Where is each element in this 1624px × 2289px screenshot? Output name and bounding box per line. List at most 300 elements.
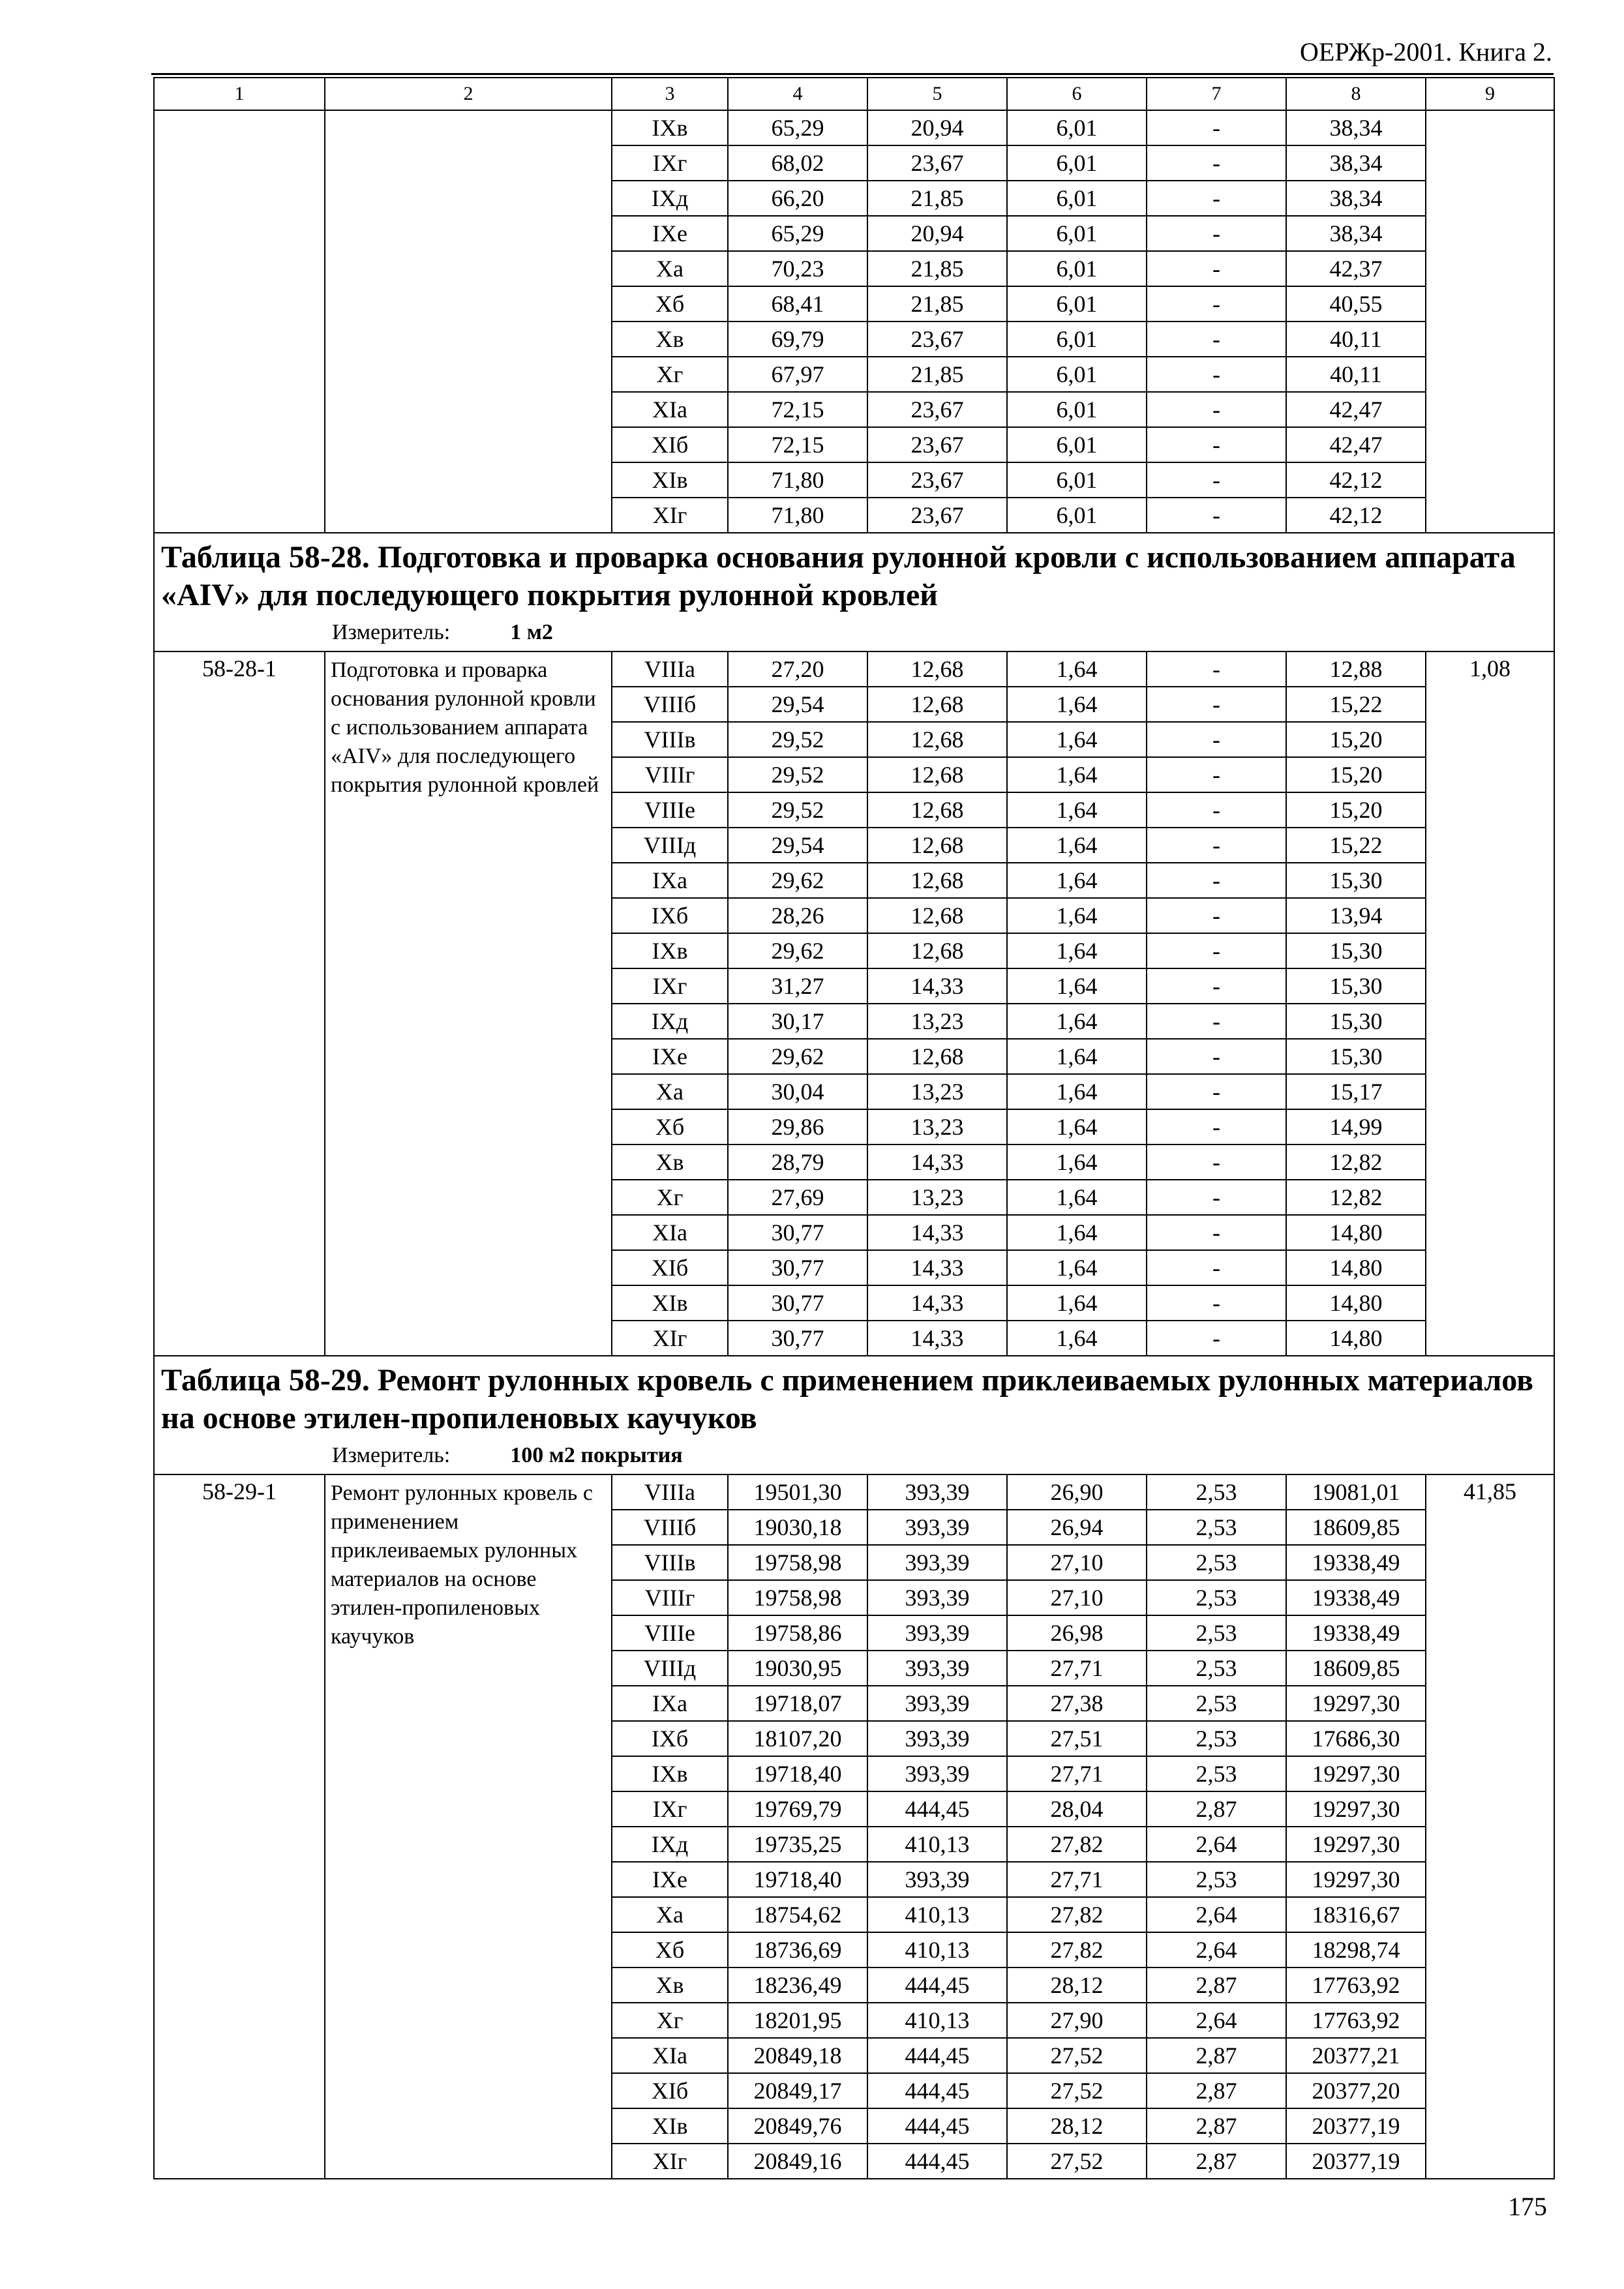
- cell-materials: 38,34: [1286, 110, 1426, 145]
- cell-wages: 393,39: [867, 1474, 1007, 1510]
- cell-machine-costs: 6,01: [1007, 322, 1147, 357]
- cell-machine-costs: 1,64: [1007, 722, 1147, 757]
- cell-direct-costs: 29,54: [728, 828, 867, 863]
- cell-driver-wages: -: [1147, 1250, 1286, 1285]
- cell-zone: Xа: [612, 1897, 728, 1932]
- cell-zone: IXд: [612, 1004, 728, 1039]
- cell-materials: 42,37: [1286, 251, 1426, 286]
- price-table-body: [154, 78, 1554, 2179]
- cell-wages: 444,45: [867, 2108, 1007, 2144]
- cell-zone: XIа: [612, 1215, 728, 1250]
- cell-machine-costs: 27,52: [1007, 2038, 1147, 2073]
- cell-direct-costs: 30,04: [728, 1074, 867, 1109]
- cell-zone: XIг: [612, 1321, 728, 1356]
- cell-wages: 13,23: [867, 1109, 1007, 1144]
- cell-driver-wages: -: [1147, 1039, 1286, 1074]
- cell-machine-costs: 6,01: [1007, 181, 1147, 216]
- cell-materials: 15,20: [1286, 792, 1426, 828]
- cell-wages: 393,39: [867, 1615, 1007, 1651]
- cell-wages: 393,39: [867, 1510, 1007, 1545]
- cell-direct-costs: 71,80: [728, 498, 867, 533]
- cell-materials: 12,88: [1286, 651, 1426, 687]
- cell-machine-costs: 1,64: [1007, 1109, 1147, 1144]
- cell-machine-costs: 6,01: [1007, 110, 1147, 145]
- cell-zone: Xв: [612, 322, 728, 357]
- table-row: [154, 1474, 1554, 1510]
- cell-zone: IXа: [612, 1686, 728, 1721]
- cell-direct-costs: 19735,25: [728, 1827, 867, 1862]
- cell-driver-wages: -: [1147, 1074, 1286, 1109]
- cell-driver-wages: -: [1147, 216, 1286, 251]
- cell-wages: 12,68: [867, 722, 1007, 757]
- column-number: 1: [154, 78, 325, 110]
- cell-driver-wages: 2,87: [1147, 1967, 1286, 2003]
- cell-zone: VIIIв: [612, 1545, 728, 1580]
- cell-zone: IXе: [612, 1039, 728, 1074]
- cell-machine-costs: 1,64: [1007, 757, 1147, 792]
- cell-direct-costs: 19769,79: [728, 1791, 867, 1827]
- cell-direct-costs: 30,77: [728, 1285, 867, 1321]
- cell-wages: 21,85: [867, 286, 1007, 322]
- cell-driver-wages: -: [1147, 1321, 1286, 1356]
- cell-direct-costs: 29,52: [728, 792, 867, 828]
- cell-materials: 14,80: [1286, 1321, 1426, 1356]
- cell-driver-wages: -: [1147, 651, 1286, 687]
- cell-materials: 42,47: [1286, 392, 1426, 427]
- cell-driver-wages: 2,64: [1147, 1897, 1286, 1932]
- cell-direct-costs: 18736,69: [728, 1932, 867, 1967]
- cell-wages: 14,33: [867, 1250, 1007, 1285]
- cell-driver-wages: 2,53: [1147, 1545, 1286, 1580]
- cell-wages: 13,23: [867, 1180, 1007, 1215]
- cell-zone: IXа: [612, 863, 728, 898]
- cell-wages: 14,33: [867, 1215, 1007, 1250]
- cell-materials: 42,12: [1286, 462, 1426, 498]
- cell-driver-wages: 2,53: [1147, 1580, 1286, 1615]
- cell-zone: VIIIг: [612, 757, 728, 792]
- cell-machine-costs: 6,01: [1007, 357, 1147, 392]
- cell-machine-costs: 27,82: [1007, 1897, 1147, 1932]
- column-number: 3: [612, 78, 728, 110]
- cell-wages: 444,45: [867, 1967, 1007, 2003]
- cell-zone: IXб: [612, 1721, 728, 1756]
- cell-machine-costs: 1,64: [1007, 1144, 1147, 1180]
- cell-zone: Xв: [612, 1967, 728, 2003]
- cell-zone: XIа: [612, 392, 728, 427]
- cell-materials: 18609,85: [1286, 1651, 1426, 1686]
- cell-materials: 15,30: [1286, 1039, 1426, 1074]
- cell-direct-costs: 19718,07: [728, 1686, 867, 1721]
- cell-driver-wages: 2,87: [1147, 2108, 1286, 2144]
- cell-wages: 393,39: [867, 1580, 1007, 1615]
- table-heading-row: [154, 1356, 1554, 1474]
- cell-materials: 38,34: [1286, 145, 1426, 181]
- cell-machine-costs: 1,64: [1007, 1039, 1147, 1074]
- cell-driver-wages: -: [1147, 898, 1286, 933]
- cell-driver-wages: 2,64: [1147, 1932, 1286, 1967]
- cell-machine-costs: 27,38: [1007, 1686, 1147, 1721]
- price-table: [153, 77, 1555, 2179]
- cell-zone: VIIIг: [612, 1580, 728, 1615]
- cell-direct-costs: 72,15: [728, 427, 867, 462]
- cell-direct-costs: 19758,86: [728, 1615, 867, 1651]
- column-number: 4: [728, 78, 867, 110]
- cell-zone: VIIIе: [612, 1615, 728, 1651]
- cell-wages: 393,39: [867, 1686, 1007, 1721]
- cell-zone: Xб: [612, 1109, 728, 1144]
- cell-wages: 410,13: [867, 1932, 1007, 1967]
- cell-materials: 20377,19: [1286, 2108, 1426, 2144]
- cell-wages: 14,33: [867, 1285, 1007, 1321]
- cell-machine-costs: 1,64: [1007, 898, 1147, 933]
- cell-machine-costs: 1,64: [1007, 1180, 1147, 1215]
- cell-zone: Xг: [612, 357, 728, 392]
- cell-driver-wages: 2,64: [1147, 1827, 1286, 1862]
- cell-direct-costs: 67,97: [728, 357, 867, 392]
- cell-wages: 23,67: [867, 392, 1007, 427]
- cell-zone: XIб: [612, 1250, 728, 1285]
- cell-machine-costs: 1,64: [1007, 1321, 1147, 1356]
- cell-materials: 14,80: [1286, 1215, 1426, 1250]
- cell-zone: IXв: [612, 1756, 728, 1791]
- cell-direct-costs: 31,27: [728, 968, 867, 1004]
- cell-materials: 18298,74: [1286, 1932, 1426, 1967]
- cell-wages: 12,68: [867, 1039, 1007, 1074]
- cell-wages: 393,39: [867, 1651, 1007, 1686]
- cell-wages: 23,67: [867, 322, 1007, 357]
- cell-direct-costs: 18107,20: [728, 1721, 867, 1756]
- unit-value: 1 м2: [510, 620, 553, 644]
- cell-direct-costs: 20849,16: [728, 2144, 867, 2179]
- cell-materials: 18316,67: [1286, 1897, 1426, 1932]
- cell-machine-costs: 27,10: [1007, 1545, 1147, 1580]
- cell-zone: VIIIб: [612, 687, 728, 722]
- cell-wages: 393,39: [867, 1756, 1007, 1791]
- cell-wages: 23,67: [867, 462, 1007, 498]
- cell-wages: 21,85: [867, 251, 1007, 286]
- cell-direct-costs: 18754,62: [728, 1897, 867, 1932]
- cell-machine-costs: 27,90: [1007, 2003, 1147, 2038]
- cell-wages: 12,68: [867, 898, 1007, 933]
- table-row: [154, 110, 1554, 145]
- cell-zone: IXе: [612, 216, 728, 251]
- cell-zone: XIв: [612, 2108, 728, 2144]
- cell-driver-wages: -: [1147, 968, 1286, 1004]
- cell-driver-wages: 2,87: [1147, 2144, 1286, 2179]
- cell-machine-costs: 6,01: [1007, 216, 1147, 251]
- cell-wages: 14,33: [867, 968, 1007, 1004]
- cell-wages: 12,68: [867, 651, 1007, 687]
- cell-driver-wages: -: [1147, 828, 1286, 863]
- cell-machine-costs: 26,94: [1007, 1510, 1147, 1545]
- cell-direct-costs: 20849,18: [728, 2038, 867, 2073]
- cell-zone: Xа: [612, 1074, 728, 1109]
- cell-wages: 12,68: [867, 757, 1007, 792]
- cell-machine-costs: 27,10: [1007, 1580, 1147, 1615]
- cell-driver-wages: -: [1147, 110, 1286, 145]
- cell-zone: Xб: [612, 286, 728, 322]
- cell-driver-wages: -: [1147, 357, 1286, 392]
- table-title: Таблица 58-29. Ремонт рулонных кровель с применением приклеиваемых рулонных материалов на основе этилен-пропиленовых каучуков: [161, 1363, 1533, 1435]
- cell-description: Подготовка и проварка основания рулонной кровли с использованием аппарата «AIV» для последующего покрытия рулонной кровлей: [325, 651, 612, 1356]
- cell-direct-costs: 28,79: [728, 1144, 867, 1180]
- cell-direct-costs: 65,29: [728, 110, 867, 145]
- cell-zone: XIб: [612, 2073, 728, 2108]
- cell-machine-costs: 1,64: [1007, 1004, 1147, 1039]
- cell-driver-wages: 2,53: [1147, 1651, 1286, 1686]
- cell-driver-wages: -: [1147, 1109, 1286, 1144]
- cell-wages: 410,13: [867, 1827, 1007, 1862]
- cell-wages: 23,67: [867, 427, 1007, 462]
- table-heading: [154, 1356, 1554, 1474]
- cell-labor-index: [1426, 110, 1554, 533]
- cell-materials: 15,30: [1286, 968, 1426, 1004]
- cell-zone: IXв: [612, 933, 728, 968]
- cell-zone: XIв: [612, 462, 728, 498]
- cell-materials: 19338,49: [1286, 1545, 1426, 1580]
- cell-machine-costs: 6,01: [1007, 498, 1147, 533]
- cell-machine-costs: 1,64: [1007, 792, 1147, 828]
- cell-materials: 18609,85: [1286, 1510, 1426, 1545]
- cell-zone: VIIIв: [612, 722, 728, 757]
- cell-materials: 15,22: [1286, 687, 1426, 722]
- cell-driver-wages: -: [1147, 498, 1286, 533]
- cell-machine-costs: 1,64: [1007, 687, 1147, 722]
- cell-driver-wages: -: [1147, 322, 1286, 357]
- cell-code: 58-28-1: [154, 651, 325, 1356]
- cell-machine-costs: 1,64: [1007, 1074, 1147, 1109]
- cell-materials: 15,17: [1286, 1074, 1426, 1109]
- cell-direct-costs: 69,79: [728, 322, 867, 357]
- cell-zone: IXг: [612, 145, 728, 181]
- cell-machine-costs: 1,64: [1007, 968, 1147, 1004]
- cell-machine-costs: 1,64: [1007, 651, 1147, 687]
- cell-materials: 15,30: [1286, 863, 1426, 898]
- cell-machine-costs: 27,52: [1007, 2073, 1147, 2108]
- cell-machine-costs: 28,04: [1007, 1791, 1147, 1827]
- cell-machine-costs: 26,90: [1007, 1474, 1147, 1510]
- cell-wages: 12,68: [867, 828, 1007, 863]
- cell-driver-wages: -: [1147, 181, 1286, 216]
- cell-driver-wages: -: [1147, 392, 1286, 427]
- cell-materials: 19297,30: [1286, 1791, 1426, 1827]
- cell-zone: Xг: [612, 2003, 728, 2038]
- cell-materials: 20377,21: [1286, 2038, 1426, 2073]
- cell-wages: 444,45: [867, 2073, 1007, 2108]
- cell-wages: 14,33: [867, 1144, 1007, 1180]
- cell-driver-wages: -: [1147, 1285, 1286, 1321]
- cell-machine-costs: 6,01: [1007, 145, 1147, 181]
- unit-value: 100 м2 покрытия: [510, 1443, 683, 1467]
- column-number: 6: [1007, 78, 1147, 110]
- cell-direct-costs: 19718,40: [728, 1862, 867, 1897]
- cell-direct-costs: 66,20: [728, 181, 867, 216]
- cell-driver-wages: -: [1147, 933, 1286, 968]
- cell-zone: IXв: [612, 110, 728, 145]
- cell-zone: IXд: [612, 1827, 728, 1862]
- cell-direct-costs: 18201,95: [728, 2003, 867, 2038]
- cell-machine-costs: 27,82: [1007, 1827, 1147, 1862]
- cell-machine-costs: 1,64: [1007, 863, 1147, 898]
- cell-materials: 38,34: [1286, 181, 1426, 216]
- cell-wages: 21,85: [867, 357, 1007, 392]
- cell-direct-costs: 30,77: [728, 1215, 867, 1250]
- cell-machine-costs: 1,64: [1007, 828, 1147, 863]
- cell-driver-wages: 2,53: [1147, 1474, 1286, 1510]
- cell-driver-wages: -: [1147, 462, 1286, 498]
- cell-direct-costs: 28,26: [728, 898, 867, 933]
- cell-wages: 12,68: [867, 933, 1007, 968]
- unit-of-measure: [332, 618, 1547, 647]
- cell-materials: 15,20: [1286, 722, 1426, 757]
- cell-driver-wages: 2,53: [1147, 1862, 1286, 1897]
- cell-materials: 15,20: [1286, 757, 1426, 792]
- cell-materials: 19338,49: [1286, 1615, 1426, 1651]
- cell-machine-costs: 28,12: [1007, 2108, 1147, 2144]
- cell-zone: VIIIа: [612, 651, 728, 687]
- cell-direct-costs: 19758,98: [728, 1580, 867, 1615]
- cell-wages: 393,39: [867, 1545, 1007, 1580]
- cell-driver-wages: -: [1147, 1180, 1286, 1215]
- cell-materials: 19297,30: [1286, 1827, 1426, 1862]
- cell-zone: Xг: [612, 1180, 728, 1215]
- cell-machine-costs: 6,01: [1007, 251, 1147, 286]
- cell-wages: 410,13: [867, 1897, 1007, 1932]
- cell-driver-wages: -: [1147, 1144, 1286, 1180]
- cell-machine-costs: 6,01: [1007, 286, 1147, 322]
- cell-wages: 393,39: [867, 1862, 1007, 1897]
- cell-zone: IXе: [612, 1862, 728, 1897]
- cell-wages: 444,45: [867, 2038, 1007, 2073]
- cell-machine-costs: 27,71: [1007, 1651, 1147, 1686]
- cell-driver-wages: 2,53: [1147, 1615, 1286, 1651]
- cell-machine-costs: 1,64: [1007, 1215, 1147, 1250]
- cell-code: [154, 110, 325, 533]
- cell-direct-costs: 29,62: [728, 863, 867, 898]
- cell-driver-wages: -: [1147, 1004, 1286, 1039]
- cell-machine-costs: 27,71: [1007, 1862, 1147, 1897]
- cell-materials: 17763,92: [1286, 1967, 1426, 2003]
- cell-machine-costs: 1,64: [1007, 1250, 1147, 1285]
- cell-zone: Xв: [612, 1144, 728, 1180]
- cell-direct-costs: 20849,76: [728, 2108, 867, 2144]
- cell-zone: XIб: [612, 427, 728, 462]
- column-number: 8: [1286, 78, 1426, 110]
- cell-labor-index: 1,08: [1426, 651, 1554, 1356]
- cell-machine-costs: 6,01: [1007, 462, 1147, 498]
- cell-materials: 40,11: [1286, 322, 1426, 357]
- cell-zone: VIIIб: [612, 1510, 728, 1545]
- cell-direct-costs: 30,77: [728, 1321, 867, 1356]
- cell-direct-costs: 19501,30: [728, 1474, 867, 1510]
- cell-materials: 19081,01: [1286, 1474, 1426, 1510]
- cell-driver-wages: 2,53: [1147, 1686, 1286, 1721]
- cell-materials: 19297,30: [1286, 1862, 1426, 1897]
- cell-wages: 393,39: [867, 1721, 1007, 1756]
- column-number: 7: [1147, 78, 1286, 110]
- cell-materials: 15,30: [1286, 933, 1426, 968]
- cell-machine-costs: 27,82: [1007, 1932, 1147, 1967]
- cell-wages: 444,45: [867, 2144, 1007, 2179]
- table-title: Таблица 58-28. Подготовка и проварка основания рулонной кровли с использованием аппарата «AIV» для последующего покрытия рулонной кровлей: [161, 540, 1516, 612]
- column-number: 9: [1426, 78, 1554, 110]
- cell-wages: 410,13: [867, 2003, 1007, 2038]
- cell-zone: IXг: [612, 1791, 728, 1827]
- cell-zone: VIIIа: [612, 1474, 728, 1510]
- cell-direct-costs: 70,23: [728, 251, 867, 286]
- cell-wages: 12,68: [867, 792, 1007, 828]
- cell-direct-costs: 65,29: [728, 216, 867, 251]
- cell-materials: 40,55: [1286, 286, 1426, 322]
- cell-machine-costs: 26,98: [1007, 1615, 1147, 1651]
- cell-zone: Xа: [612, 251, 728, 286]
- cell-materials: 40,11: [1286, 357, 1426, 392]
- table-heading-row: [154, 533, 1554, 651]
- cell-materials: 19297,30: [1286, 1686, 1426, 1721]
- cell-direct-costs: 27,69: [728, 1180, 867, 1215]
- cell-zone: XIв: [612, 1285, 728, 1321]
- cell-driver-wages: -: [1147, 145, 1286, 181]
- cell-direct-costs: 19030,95: [728, 1651, 867, 1686]
- cell-materials: 42,12: [1286, 498, 1426, 533]
- cell-zone: XIг: [612, 498, 728, 533]
- cell-machine-costs: 1,64: [1007, 1285, 1147, 1321]
- cell-materials: 17763,92: [1286, 2003, 1426, 2038]
- cell-driver-wages: -: [1147, 863, 1286, 898]
- cell-machine-costs: 6,01: [1007, 427, 1147, 462]
- cell-materials: 13,94: [1286, 898, 1426, 933]
- cell-materials: 15,30: [1286, 1004, 1426, 1039]
- cell-driver-wages: -: [1147, 251, 1286, 286]
- cell-direct-costs: 29,62: [728, 1039, 867, 1074]
- cell-description: [325, 110, 612, 533]
- cell-driver-wages: -: [1147, 427, 1286, 462]
- cell-zone: XIг: [612, 2144, 728, 2179]
- cell-machine-costs: 27,51: [1007, 1721, 1147, 1756]
- table-heading: [154, 533, 1554, 651]
- cell-zone: IXб: [612, 898, 728, 933]
- cell-materials: 38,34: [1286, 216, 1426, 251]
- cell-materials: 14,99: [1286, 1109, 1426, 1144]
- cell-zone: IXд: [612, 181, 728, 216]
- cell-driver-wages: -: [1147, 286, 1286, 322]
- cell-machine-costs: 6,01: [1007, 392, 1147, 427]
- cell-materials: 12,82: [1286, 1144, 1426, 1180]
- cell-wages: 13,23: [867, 1004, 1007, 1039]
- cell-direct-costs: 30,77: [728, 1250, 867, 1285]
- cell-code: 58-29-1: [154, 1474, 325, 2179]
- cell-materials: 15,22: [1286, 828, 1426, 863]
- cell-wages: 23,67: [867, 145, 1007, 181]
- unit-label: Измеритель:: [332, 1443, 451, 1467]
- cell-materials: 14,80: [1286, 1285, 1426, 1321]
- cell-wages: 12,68: [867, 863, 1007, 898]
- cell-machine-costs: 27,71: [1007, 1756, 1147, 1791]
- column-number: 5: [867, 78, 1007, 110]
- cell-description: Ремонт рулонных кровель с применением приклеиваемых рулонных материалов на основе этилен-пропиленовых каучуков: [325, 1474, 612, 2179]
- cell-driver-wages: -: [1147, 757, 1286, 792]
- cell-materials: 19297,30: [1286, 1756, 1426, 1791]
- cell-labor-index: 41,85: [1426, 1474, 1554, 2179]
- cell-zone: Xб: [612, 1932, 728, 1967]
- cell-direct-costs: 19030,18: [728, 1510, 867, 1545]
- cell-direct-costs: 68,41: [728, 286, 867, 322]
- cell-materials: 19338,49: [1286, 1580, 1426, 1615]
- cell-wages: 21,85: [867, 181, 1007, 216]
- cell-zone: IXг: [612, 968, 728, 1004]
- unit-label: Измеритель:: [332, 620, 451, 644]
- cell-zone: VIIIд: [612, 828, 728, 863]
